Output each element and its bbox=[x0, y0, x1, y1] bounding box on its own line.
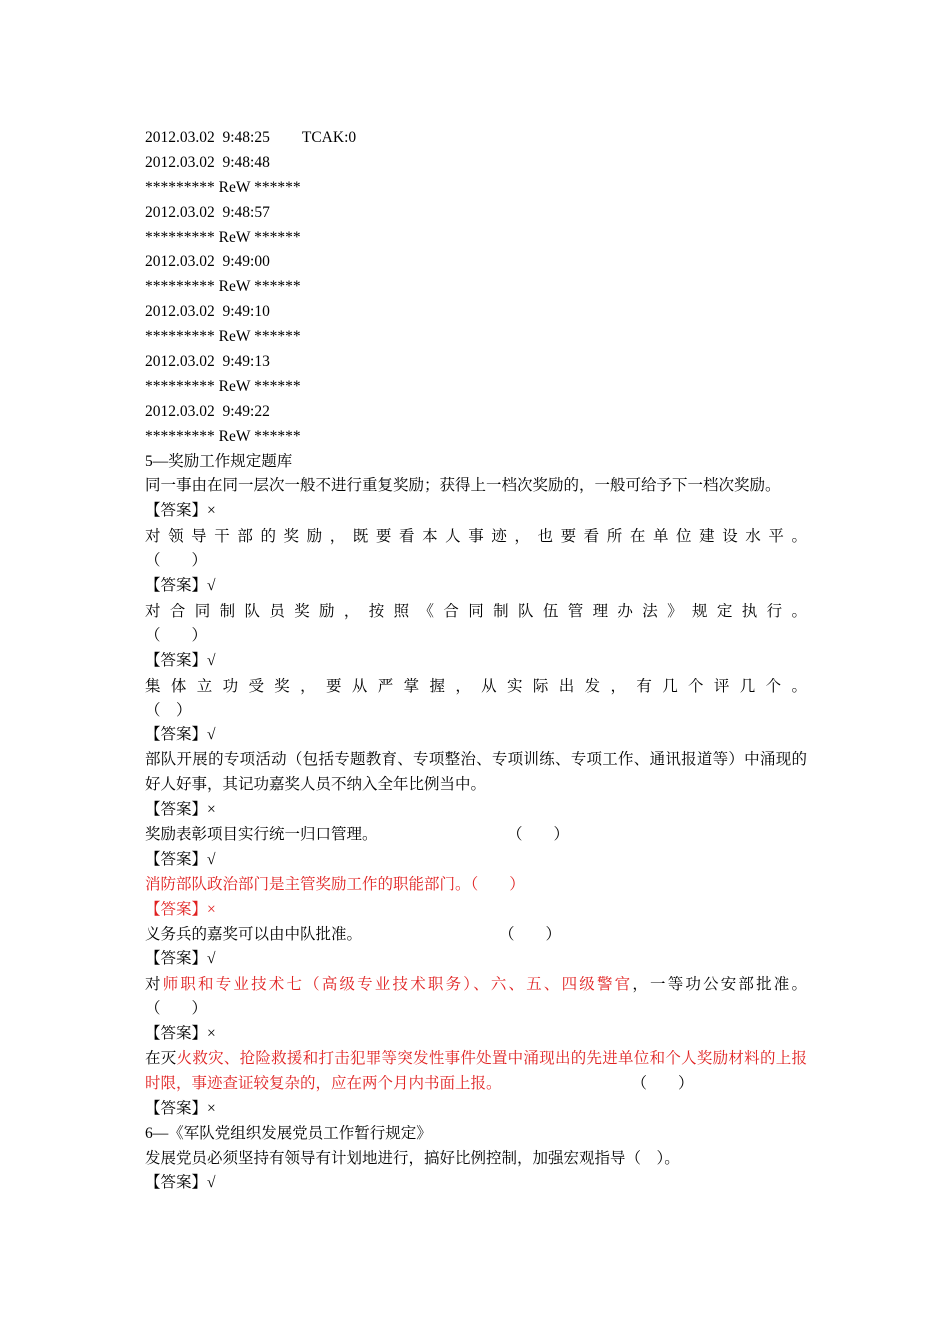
log-rew-line: ********* ReW ****** bbox=[145, 278, 301, 296]
answer: 【答案】× bbox=[145, 502, 216, 520]
answer: 【答案】√ bbox=[145, 651, 216, 669]
log-rew-line: ********* ReW ****** bbox=[145, 427, 301, 445]
log-timestamp: 2012.03.02 9:48:25 bbox=[145, 129, 270, 146]
question-suffix: ，一等功公安部批准。 bbox=[632, 976, 807, 994]
question-paren: （ ） bbox=[145, 626, 208, 644]
log-line: 2012.03.02 9:49:13 bbox=[145, 353, 270, 371]
answer: 【答案】√ bbox=[145, 850, 216, 868]
section-title: 6—《军队党组织发展党员工作暂行规定》 bbox=[145, 1124, 432, 1142]
document-page bbox=[145, 126, 807, 1196]
answer: 【答案】√ bbox=[145, 950, 216, 968]
question-text: 义务兵的嘉奖可以由中队批准。 bbox=[145, 925, 363, 943]
log-line bbox=[145, 126, 807, 151]
question-prefix: 在灭 bbox=[145, 1050, 177, 1067]
question-highlight: 师职和专业技术七（高级专业技术职务）、六、五、四级警官 bbox=[162, 976, 633, 994]
question-paren: （ ） bbox=[145, 1000, 208, 1018]
question-paren: （ ） bbox=[145, 552, 208, 570]
answer: 【答案】× bbox=[145, 1099, 216, 1117]
answer: 【答案】√ bbox=[145, 1174, 216, 1192]
log-line: 2012.03.02 9:49:00 bbox=[145, 253, 270, 271]
question-text bbox=[145, 972, 807, 997]
log-rew-line: ********* ReW ****** bbox=[145, 228, 301, 246]
log-extra: TCAK:0 bbox=[301, 129, 357, 146]
log-rew-line: ********* ReW ****** bbox=[145, 178, 301, 196]
question-paren: （ ） bbox=[145, 701, 192, 719]
question-highlight: 火救灾、抢险救援和打击犯罪等突发性事件处置中涌现出的先进单位和个人奖励材料的上报时限，事迹查证较复杂的，应在两个月内书面上报。 bbox=[145, 1050, 807, 1092]
question-text: 奖励表彰项目实行统一归口管理。 bbox=[145, 825, 378, 843]
log-line: 2012.03.02 9:48:48 bbox=[145, 153, 270, 171]
answer: 【答案】× bbox=[145, 801, 216, 819]
question-text: 集体立功受奖，要从严掌握，从实际出发，有几个评几个。 bbox=[145, 677, 807, 695]
question-prefix: 对 bbox=[145, 976, 163, 994]
answer: 【答案】× bbox=[145, 1025, 216, 1043]
question-text bbox=[145, 1047, 807, 1097]
question-paren: （ ） bbox=[631, 1074, 694, 1092]
log-line: 2012.03.02 9:49:22 bbox=[145, 402, 270, 420]
log-rew-line: ********* ReW ****** bbox=[145, 377, 301, 395]
log-line: 2012.03.02 9:49:10 bbox=[145, 303, 270, 321]
question-paren: （ ） bbox=[499, 925, 562, 943]
question-line bbox=[145, 923, 807, 948]
answer: 【答案】√ bbox=[145, 577, 216, 595]
question-text: 同一事由在同一层次一般不进行重复奖励；获得上一档次奖励的，一般可给予下一档次奖励。 bbox=[145, 477, 781, 495]
answer: 【答案】√ bbox=[145, 726, 216, 744]
log-rew-line: ********* ReW ****** bbox=[145, 328, 301, 346]
log-line: 2012.03.02 9:48:57 bbox=[145, 203, 270, 221]
answer: 【答案】× bbox=[145, 900, 216, 918]
question-text: 对合同制队员奖励，按照《合同制队伍管理办法》规定执行。 bbox=[145, 602, 807, 620]
question-text: 发展党员必须坚持有领导有计划地进行，搞好比例控制，加强宏观指导（ ）。 bbox=[145, 1149, 680, 1167]
question-text: 消防部队政治部门是主管奖励工作的职能部门。（ ） bbox=[145, 875, 525, 893]
question-line bbox=[145, 823, 807, 848]
question-paren: （ ） bbox=[507, 825, 570, 843]
section-title: 5—奖励工作规定题库 bbox=[145, 452, 293, 470]
question-text: 部队开展的专项活动（包括专题教育、专项整治、专项训练、专项工作、通讯报道等）中涌现的好人好事，其记功嘉奖人员不纳入全年比例当中。 bbox=[145, 751, 807, 794]
question-text: 对领导干部的奖励，既要看本人事迹，也要看所在单位建设水平。 bbox=[145, 528, 807, 546]
